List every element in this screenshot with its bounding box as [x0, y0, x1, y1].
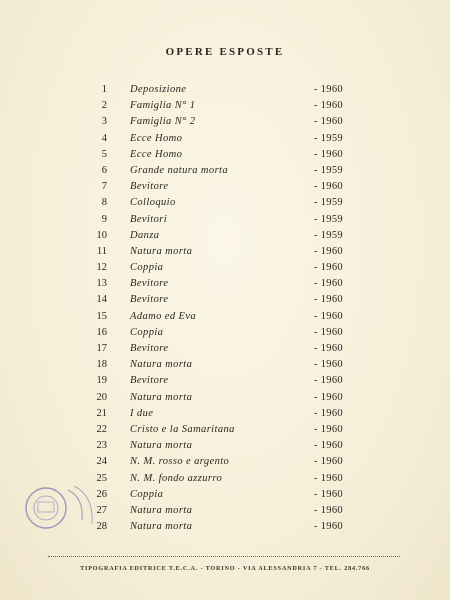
work-year: - 1959 — [314, 213, 343, 225]
work-title: Natura morta — [130, 440, 193, 452]
work-number: 15 — [96, 310, 107, 322]
work-year: - 1960 — [314, 456, 343, 468]
library-stamp-icon — [22, 476, 104, 538]
work-title: Coppia — [130, 326, 164, 338]
work-row — [0, 114, 450, 130]
work-title: Adamo ed Eva — [130, 310, 197, 322]
work-year: - 1960 — [314, 521, 343, 533]
work-title: Natura morta — [130, 521, 193, 533]
work-title: N. M. fondo azzurro — [130, 472, 223, 484]
work-year: - 1960 — [314, 423, 343, 435]
work-row — [0, 276, 450, 292]
work-number: 17 — [96, 343, 107, 354]
work-year: - 1960 — [314, 245, 343, 257]
footer-divider — [48, 556, 400, 557]
work-number: 3 — [101, 116, 107, 128]
work-row — [0, 309, 450, 325]
work-number: 20 — [96, 391, 107, 403]
work-row — [0, 422, 450, 438]
work-row — [0, 228, 450, 244]
work-number: 6 — [101, 164, 107, 176]
work-number: 23 — [96, 440, 107, 452]
work-number: 7 — [101, 181, 107, 193]
work-year: - 1960 — [314, 359, 343, 371]
work-number: 12 — [96, 262, 107, 274]
work-number: 19 — [96, 375, 107, 387]
work-number: 2 — [101, 100, 107, 112]
work-title: Cristo e la Samaritana — [130, 423, 235, 435]
work-title: Bevitore — [130, 181, 169, 193]
work-title: Ecce Homo — [130, 148, 183, 160]
work-year: - 1960 — [314, 391, 343, 403]
work-row — [0, 438, 450, 454]
work-number: 18 — [96, 359, 107, 371]
work-year: - 1959 — [314, 132, 343, 144]
work-row — [0, 163, 450, 179]
work-number: 27 — [96, 504, 107, 516]
work-row — [0, 212, 450, 228]
work-row — [0, 292, 450, 308]
work-year: - 1960 — [314, 488, 343, 500]
work-year: - 1960 — [314, 294, 343, 306]
work-year: - 1960 — [314, 407, 343, 419]
work-number: 22 — [96, 423, 107, 435]
work-row — [0, 179, 450, 195]
work-year: - 1960 — [314, 375, 343, 387]
work-title: N. M. rosso e argento — [130, 456, 230, 468]
work-year: - 1960 — [314, 310, 343, 322]
work-title: Danza — [130, 229, 160, 241]
work-number: 21 — [96, 407, 107, 419]
work-title: Bevitore — [130, 375, 169, 387]
work-row — [0, 131, 450, 147]
work-title: Coppia — [130, 262, 164, 274]
works-list — [0, 82, 450, 535]
work-row — [0, 357, 450, 373]
work-title: Colloquio — [130, 197, 176, 209]
work-row — [0, 195, 450, 211]
work-year: - 1959 — [314, 197, 343, 209]
work-title: Bevitore — [130, 278, 169, 290]
work-row — [0, 341, 450, 357]
work-number: 14 — [96, 294, 107, 306]
work-number: 13 — [96, 278, 107, 290]
work-title: Grande natura morta — [130, 164, 229, 176]
work-number: 5 — [101, 148, 107, 160]
work-number: 4 — [101, 132, 107, 144]
work-title: Natura morta — [130, 245, 193, 257]
work-number: 28 — [96, 521, 107, 533]
work-number: 11 — [96, 245, 107, 257]
work-number: 25 — [96, 472, 107, 484]
work-year: - 1960 — [314, 278, 343, 290]
work-year: - 1959 — [314, 229, 343, 241]
work-year: - 1959 — [314, 164, 343, 176]
work-row — [0, 260, 450, 276]
work-title: Deposizione — [130, 84, 187, 95]
work-title: Natura morta — [130, 359, 193, 371]
work-number: 8 — [101, 197, 107, 209]
work-year: - 1960 — [314, 343, 343, 354]
work-title: I due — [130, 407, 154, 419]
work-number: 10 — [96, 229, 107, 241]
work-year: - 1960 — [314, 84, 343, 95]
work-year: - 1960 — [314, 440, 343, 452]
work-number: 24 — [96, 456, 107, 468]
work-title: Famiglia N° 1 — [130, 100, 196, 112]
work-year: - 1960 — [314, 148, 343, 160]
work-row — [0, 244, 450, 260]
work-year: - 1960 — [314, 116, 343, 128]
work-row — [0, 373, 450, 389]
work-row — [0, 147, 450, 163]
work-number: 9 — [101, 213, 107, 225]
work-title: Natura morta — [130, 504, 193, 516]
work-year: - 1960 — [314, 181, 343, 193]
work-number: 16 — [96, 326, 107, 338]
work-row — [0, 454, 450, 470]
work-title: Coppia — [130, 488, 164, 500]
work-row — [0, 82, 450, 98]
work-title: Famiglia N° 2 — [130, 116, 196, 128]
work-number: 26 — [96, 488, 107, 500]
page-title: OPERE ESPOSTE — [165, 46, 285, 58]
work-year: - 1960 — [314, 326, 343, 338]
work-year: - 1960 — [314, 262, 343, 274]
work-title: Natura morta — [130, 391, 193, 403]
work-year: - 1960 — [314, 504, 343, 516]
work-year: - 1960 — [314, 472, 343, 484]
work-year: - 1960 — [314, 100, 343, 112]
work-row — [0, 406, 450, 422]
work-title: Bevitori — [130, 213, 168, 225]
work-number: 1 — [101, 84, 107, 95]
work-row — [0, 325, 450, 341]
work-row — [0, 98, 450, 114]
work-row — [0, 390, 450, 406]
work-title: Ecce Homo — [130, 132, 183, 144]
work-title: Bevitore — [130, 343, 169, 354]
work-title: Bevitore — [130, 294, 169, 306]
printer-footer: TIPOGRAFIA EDITRICE T.E.C.A. - TORINO - VIA ALESSANDRIA 7 - TEL. 284.766 — [80, 565, 370, 572]
